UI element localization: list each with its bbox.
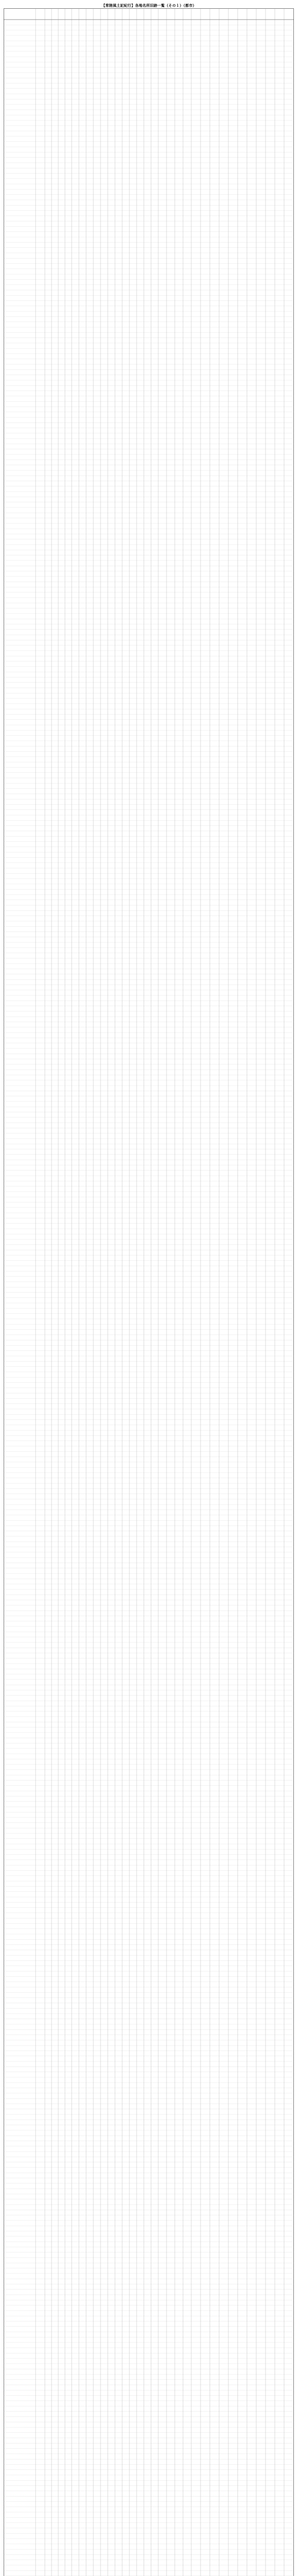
page-title: 【常陸風土記紀行】各地名所旧跡一覧（その１）（都市） (102, 4, 196, 8)
row-lines (4, 25, 294, 2576)
table-border (4, 9, 294, 2576)
data-table (4, 8, 294, 2576)
table-grid (4, 8, 294, 2576)
